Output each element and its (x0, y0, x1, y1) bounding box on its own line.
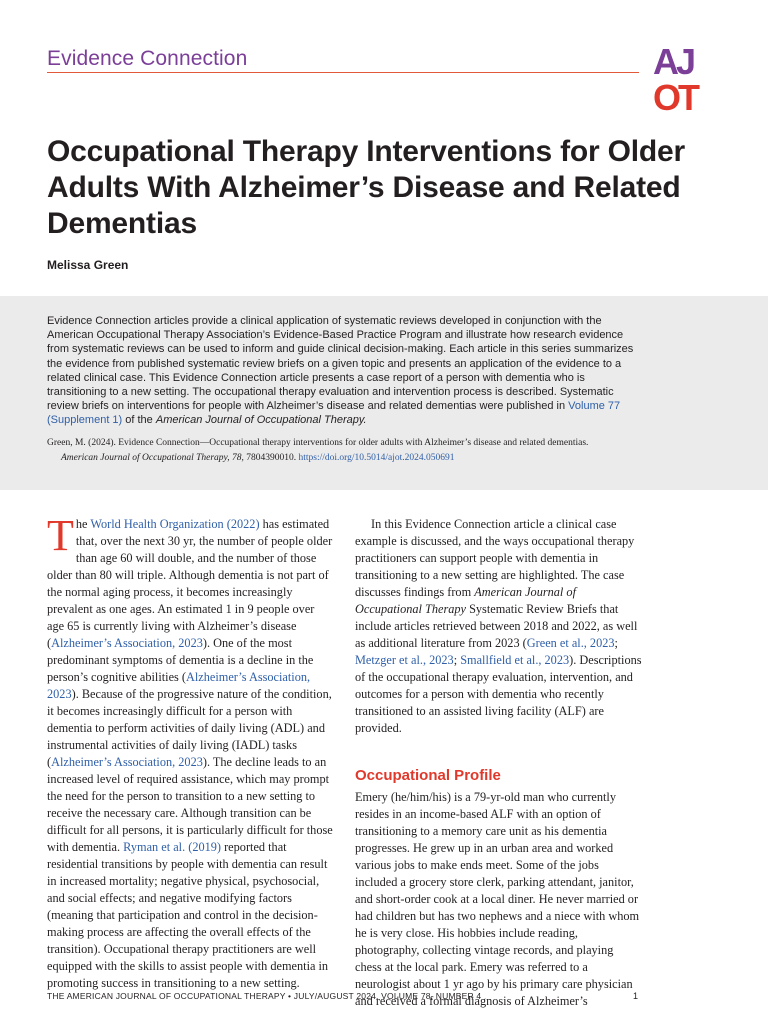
citation-id: 7804390010. (243, 453, 299, 463)
citation-link[interactable]: Metzger et al., 2023 (355, 653, 454, 667)
article-author: Melissa Green (47, 258, 129, 272)
running-footer: THE AMERICAN JOURNAL OF OCCUPATIONAL THERAPY • JULY/AUGUST 2024, VOLUME 78, NUMBER 4 (47, 991, 482, 1001)
page-number: 1 (633, 991, 639, 1001)
citation-link[interactable]: Green et al., 2023 (526, 636, 615, 650)
text-run: ). Because of the progressive nature of the condition, it becomes increasingly difficult for a person with dementia to perform activities of daily living (ADL) and instrumental activities of daily living (IADL) tasks ( (47, 687, 332, 769)
ajot-logo (651, 42, 711, 114)
citation-journal: American Journal of Occupational Therapy, 78, (61, 453, 244, 463)
text-run: ). The decline leads to an increased level of required assistance, which may prompt the need for the person to transition to a new setting to receive the necessary care. Although transition can be difficult for all persons, it is particularly difficult for those with dementia. (47, 755, 333, 854)
abstract-panel (0, 296, 768, 490)
logo-bottom-text: OT (653, 77, 697, 114)
citation (47, 436, 667, 466)
body-paragraph (47, 511, 334, 992)
body-paragraph (355, 516, 642, 737)
citation-link[interactable]: Alzheimer’s Association, 2023 (51, 636, 203, 650)
text-run: ; (614, 636, 618, 650)
section-heading: Occupational Profile (355, 767, 501, 784)
doi-link[interactable]: https://doi.org/10.5014/ajot.2024.050691 (298, 453, 455, 463)
text-run: ). One of the most predominant symptoms of dementia is a decline in the person’s cognitive abilities ( (47, 636, 314, 684)
citation-link[interactable]: Ryman et al. (2019) (123, 840, 222, 854)
body-paragraph: Emery (he/him/his) is a 79-yr-old man who currently resides in an income-based ALF with an option of transitioning to a memory care unit as his dementia progresses. He grew up in an urban area and worked various jobs to make ends meet. Some of the jobs included a grocery store clerk, parking attendant, janitor, and short-order cook at a local diner. He never married or had children but has two nephews and a niece with whom he is very close. His hobbies include reading, photography, collecting vintage records, and playing chess at the local park. Emery was referred to a neurologist about 1 yr ago by his primary care physician and received a formal diagnosis of Alzheimer’s (355, 790, 640, 1008)
citation-line (47, 451, 667, 466)
body-column-left (47, 511, 334, 992)
drop-cap: T (47, 511, 74, 560)
abstract-text (47, 314, 647, 428)
text-run: ; (453, 653, 461, 667)
text-run: reported that residential transitions by people with dementia can result in increased mortality; negative physical, psychosocial, and social effects; and negative modifying factors (meaning that participation and control in the decision-making process are affecting the overall effects of the transition). Occupational therapy practitioners are well equipped with the skills to assist people with dementia in promoting success in transitioning to a new setting. (47, 840, 329, 990)
text-run: ). Descriptions of the occupational therapy evaluation, intervention, and outcomes for a person with dementia who recently transitioned to an assisted living facility (ALF) are provided. (355, 653, 642, 735)
header-rule (47, 72, 639, 73)
journal-name: American Journal of Occupational Therapy (355, 585, 576, 616)
section-label: Evidence Connection (47, 47, 248, 70)
volume-link[interactable]: Volume 77 (Supplement 1) (47, 400, 621, 427)
text-run: In this Evidence Connection article a clinical case example is discussed, and the ways occupational therapy practitioners can support people with dementia in transitioning to a new setting are highlighted. The case discusses findings from (355, 517, 635, 599)
text-run: Systematic Review Briefs that include articles retrieved between 2018 and 2022, as well as additional literature from 2023 ( (355, 602, 638, 650)
text-run: has estimated that, over the next 30 yr, the number of people older than age 60 will double, and the number of those older than 80 will triple. Although dementia is not part of the normal aging process, it becomes increasingly prevalent as one ages. An estimated 1 in 9 people over age 65 is currently living with Alzheimer’s disease ( (47, 517, 333, 650)
citation-link[interactable]: Alzheimer’s Association, 2023 (51, 755, 203, 769)
citation-link[interactable]: Alzheimer’s Association, 2023 (47, 670, 311, 701)
citation-link[interactable]: World Health Organization (2022) (90, 517, 260, 531)
text-run: he (75, 517, 91, 531)
citation-line: Green, M. (2024). Evidence Connection—Occupational therapy interventions for older adults with Alzheimer’s disease and related dementias. (47, 438, 589, 448)
body-column-right (355, 516, 642, 1010)
logo-top-text: AJ (653, 42, 694, 82)
abstract-text-part: Evidence Connection articles provide a clinical application of systematic reviews developed in conjunction with the American Occupational Therapy Association’s Evidence-Based Practice Program and illustrate how research evidence from systematic reviews can be used to inform and guide clinical decision-making. Each article in this series summarizes the evidence from published systematic review briefs on a given topic and presents an application of the evidence to a related clinical case. This Evidence Connection article presents a case report of a person with dementia who is transitioning to a new setting. The occupational therapy evaluation and intervention process is described. Systematic review briefs on interventions for people with Alzheimer’s disease and related dementias were published in (47, 315, 634, 413)
abstract-text-part: of the (122, 414, 156, 427)
citation-link[interactable]: Smallfield et al., 2023 (460, 653, 570, 667)
article-title: Occupational Therapy Interventions for Older Adults With Alzheimer’s Disease and Related Dementias (47, 135, 685, 240)
journal-name: American Journal of Occupational Therapy. (155, 414, 367, 427)
